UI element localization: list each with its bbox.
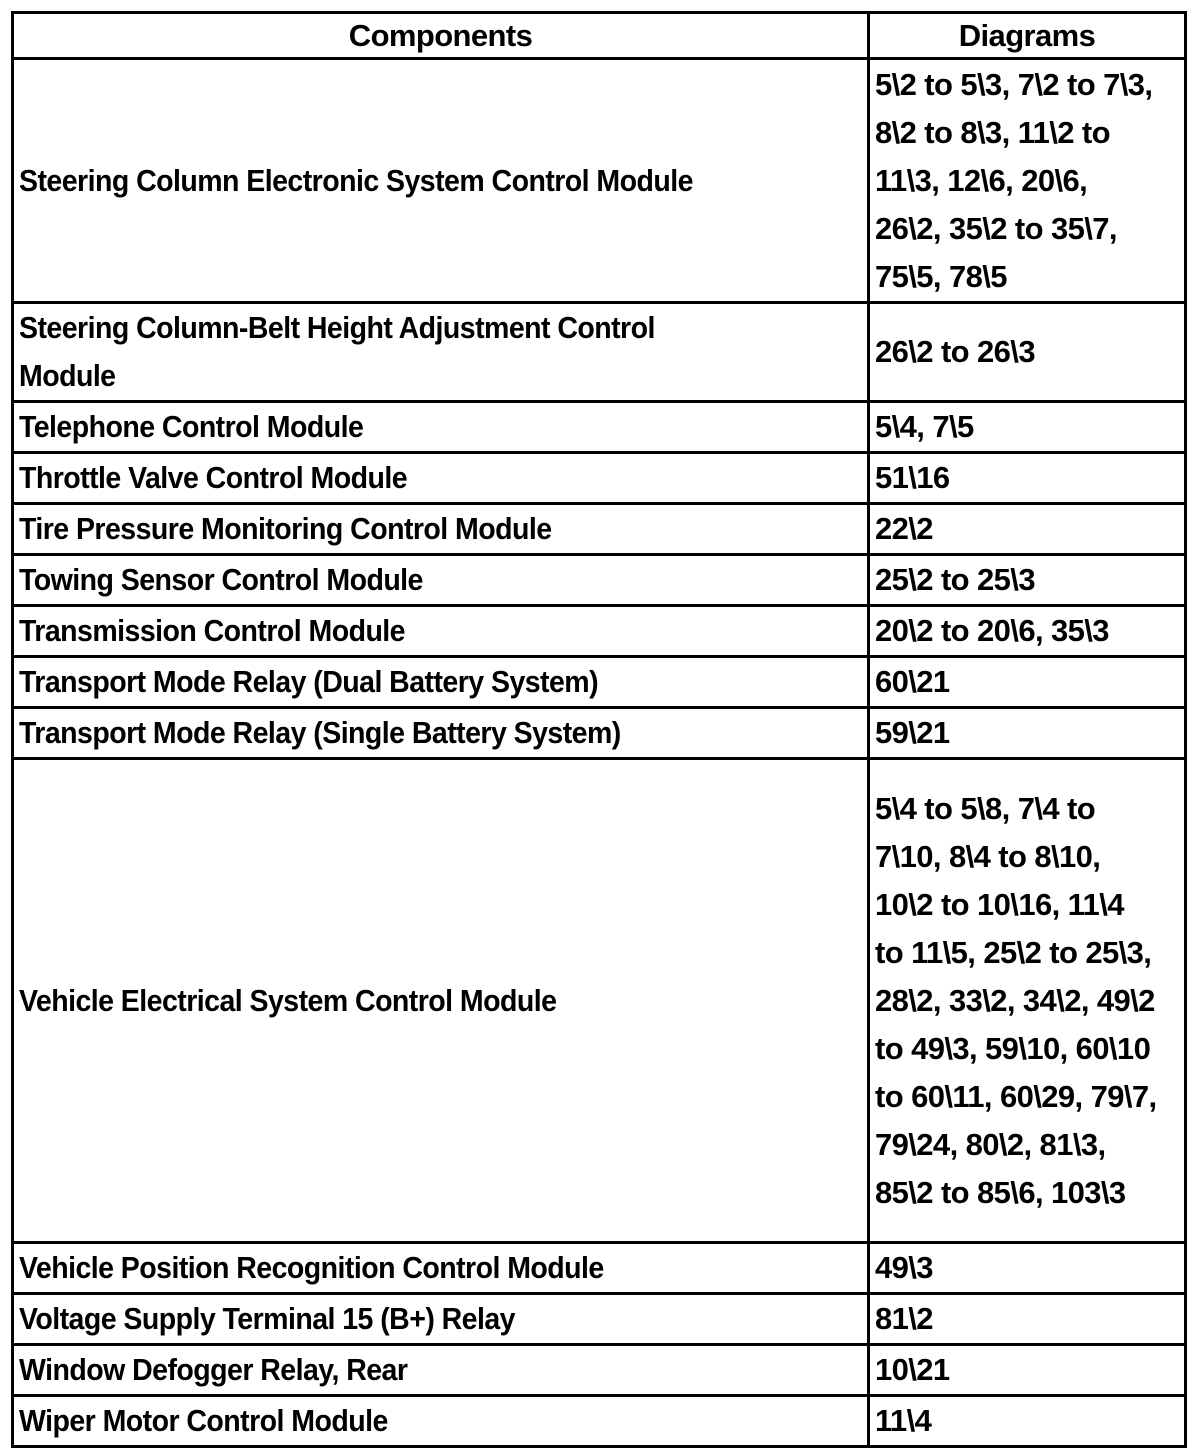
table-row (13, 453, 1186, 504)
diagram-cell: 26\2 to 26\3 (869, 303, 1186, 402)
table-row (13, 303, 1186, 402)
component-cell: Steering Column Electronic System Control Module (13, 59, 869, 303)
diagram-cell: 11\4 (869, 1396, 1186, 1447)
table-row (13, 555, 1186, 606)
diagram-cell: 60\21 (869, 657, 1186, 708)
diagram-cell: 5\4, 7\5 (869, 402, 1186, 453)
table-row (13, 1294, 1186, 1345)
diagram-cell: 25\2 to 25\3 (869, 555, 1186, 606)
header-row (13, 13, 1186, 59)
table-row (13, 1243, 1186, 1294)
components-table-wrapper (11, 11, 1184, 1448)
diagram-cell: 59\21 (869, 708, 1186, 759)
table-row (13, 1396, 1186, 1447)
table-row (13, 504, 1186, 555)
table-row (13, 402, 1186, 453)
diagram-cell: 5\4 to 5\8, 7\4 to 7\10, 8\4 to 8\10, 10\2 to 10\16, 11\4 to 11\5, 25\2 to 25\3, 28\2, 33\2, 34\2, 49\2 to 49\3, 59\10, 60\10 to 60\11, 60\29, 79\7, 79\24, 80\2, 81\3, 85\2 to 85\6, 103\3 (869, 759, 1186, 1243)
diagram-cell: 49\3 (869, 1243, 1186, 1294)
diagram-cell: 20\2 to 20\6, 35\3 (869, 606, 1186, 657)
table-row (13, 708, 1186, 759)
component-cell: Tire Pressure Monitoring Control Module (13, 504, 869, 555)
component-cell: Towing Sensor Control Module (13, 555, 869, 606)
table-row (13, 59, 1186, 303)
component-cell: Telephone Control Module (13, 402, 869, 453)
diagram-cell: 81\2 (869, 1294, 1186, 1345)
diagram-cell: 22\2 (869, 504, 1186, 555)
diagram-cell: 51\16 (869, 453, 1186, 504)
components-diagrams-table (11, 11, 1187, 1448)
component-cell: Vehicle Electrical System Control Module (13, 759, 869, 1243)
diagram-cell: 5\2 to 5\3, 7\2 to 7\3, 8\2 to 8\3, 11\2 to 11\3, 12\6, 20\6, 26\2, 35\2 to 35\7, 75\5, 78\5 (869, 59, 1186, 303)
component-cell: Transmission Control Module (13, 606, 869, 657)
table-row (13, 606, 1186, 657)
header-diagrams: Diagrams (869, 13, 1186, 59)
diagram-cell: 10\21 (869, 1345, 1186, 1396)
component-cell: Vehicle Position Recognition Control Module (13, 1243, 869, 1294)
table-row (13, 1345, 1186, 1396)
component-cell: Window Defogger Relay, Rear (13, 1345, 869, 1396)
component-cell: Throttle Valve Control Module (13, 453, 869, 504)
component-cell: Voltage Supply Terminal 15 (B+) Relay (13, 1294, 869, 1345)
component-cell: Steering Column-Belt Height Adjustment Control Module (13, 303, 869, 402)
table-row (13, 657, 1186, 708)
component-cell: Wiper Motor Control Module (13, 1396, 869, 1447)
header-components: Components (13, 13, 869, 59)
table-row (13, 759, 1186, 1243)
component-cell: Transport Mode Relay (Single Battery System) (13, 708, 869, 759)
component-cell: Transport Mode Relay (Dual Battery System) (13, 657, 869, 708)
